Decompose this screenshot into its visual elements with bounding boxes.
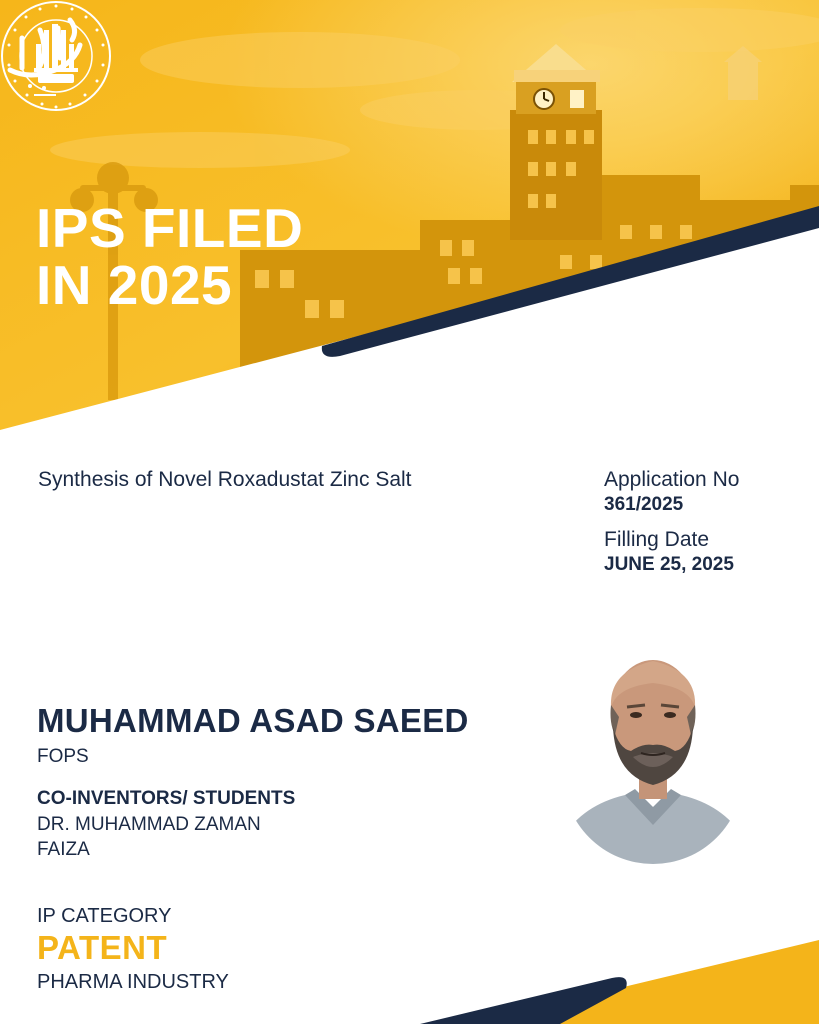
co-inventors-heading: CO-INVENTORS/ STUDENTS bbox=[37, 788, 296, 809]
co-inventor-item: FAIZA bbox=[37, 839, 90, 860]
inventor-photo bbox=[563, 657, 743, 864]
filing-date-label: Filling Date bbox=[604, 528, 710, 551]
headline-line-2: IN 2025 bbox=[36, 254, 233, 316]
application-label: Application No bbox=[604, 468, 740, 491]
page-headline bbox=[36, 197, 304, 316]
application-number: 361/2025 bbox=[604, 494, 684, 515]
ip-category-label: IP CATEGORY bbox=[37, 905, 172, 927]
inventor-name: MUHAMMAD ASAD SAEED bbox=[37, 702, 469, 739]
ip-category-sub: PHARMA INDUSTRY bbox=[37, 971, 229, 993]
ip-category-value: PATENT bbox=[37, 929, 168, 966]
headline-line-1: IPS FILED bbox=[36, 197, 304, 259]
ip-title: Synthesis of Novel Roxadustat Zinc Salt bbox=[38, 468, 412, 491]
application-meta bbox=[604, 467, 739, 577]
footer-decoration bbox=[0, 930, 819, 1024]
urdu-calligraphy-logo-icon bbox=[0, 0, 90, 105]
inventor-block bbox=[37, 700, 469, 862]
co-inventor-item: DR. MUHAMMAD ZAMAN bbox=[37, 814, 261, 835]
inventor-department: FOPS bbox=[37, 746, 89, 767]
clock-tower-icon bbox=[510, 44, 602, 240]
filing-date-value: JUNE 25, 2025 bbox=[604, 554, 734, 575]
hero-banner bbox=[0, 0, 819, 430]
